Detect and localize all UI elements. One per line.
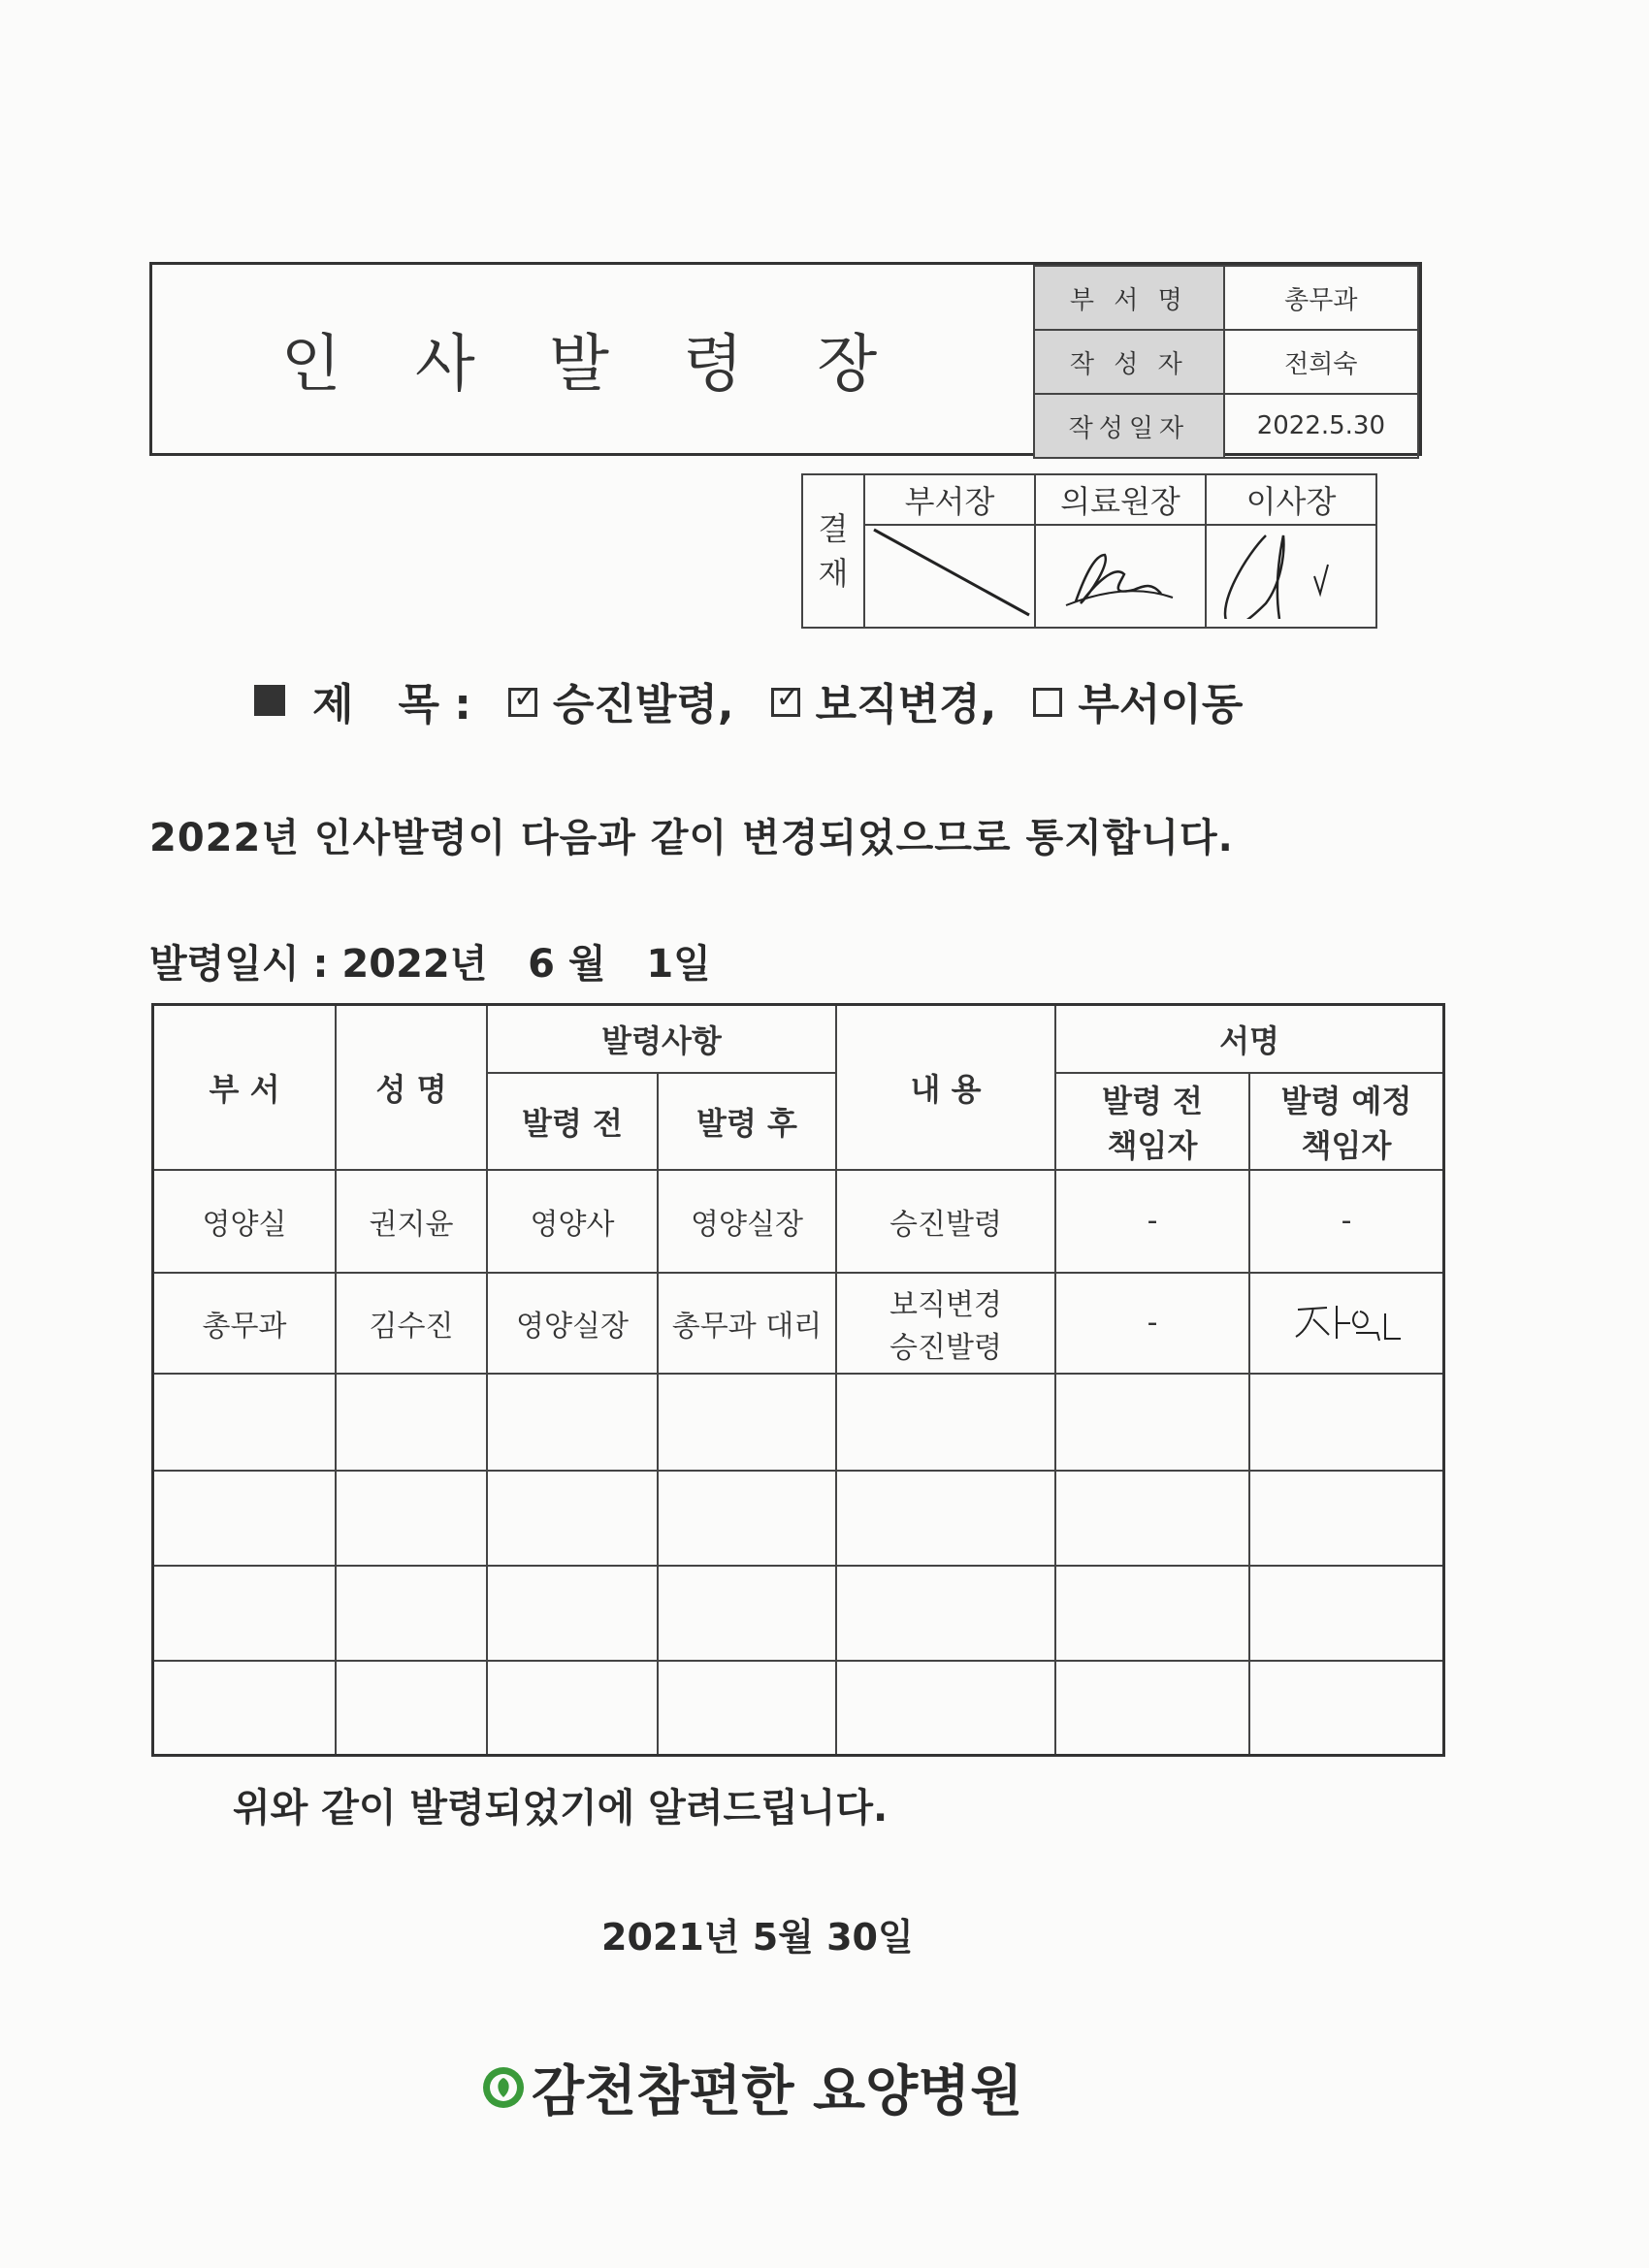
header-sign-after-line: 발령 예정	[1280, 1082, 1412, 1119]
table-row	[153, 1273, 1444, 1374]
header-order-group: 발령사항	[487, 1005, 836, 1073]
subject-option: 승진발령,	[552, 680, 734, 729]
approval-column-header: 이사장	[1206, 474, 1376, 525]
hospital-seal-icon	[481, 2065, 526, 2110]
square-bullet-icon	[254, 685, 285, 716]
approval-signature-cell	[1206, 525, 1376, 628]
approval-side-char: 재	[818, 555, 849, 592]
checkbox-empty-icon	[1033, 688, 1062, 717]
meta-value: 총무과	[1224, 266, 1418, 330]
organization-name: 감천참편한 요양병원	[532, 2060, 1023, 2123]
table-row-empty	[153, 1566, 1444, 1661]
cell-content-line: 보직변경	[889, 1287, 1002, 1322]
strike-line	[866, 526, 1033, 619]
table-row	[153, 1170, 1444, 1273]
document-title: 인 사 발 령 장	[280, 329, 905, 401]
cell-dept: 영양실	[153, 1170, 337, 1273]
meta-table	[1033, 265, 1419, 459]
header-sign-after	[1249, 1073, 1444, 1170]
subject-line	[254, 669, 1243, 731]
cell-sign-after: -	[1249, 1170, 1444, 1273]
issued-date: 2021년 5월 30일	[601, 1916, 914, 1959]
approval-box	[801, 473, 1377, 629]
header-after: 발령 후	[658, 1073, 836, 1170]
header-sign-before-line: 책임자	[1107, 1126, 1198, 1164]
approval-signature-cell	[1035, 525, 1206, 628]
cell-sign-before: -	[1055, 1170, 1249, 1273]
cell-before: 영양실장	[487, 1273, 658, 1374]
table-row-empty	[153, 1661, 1444, 1756]
closing-text: 위와 같이 발령되었기에 알려드립니다.	[233, 1786, 889, 1831]
signature-mark	[1208, 526, 1374, 619]
table-row-empty	[153, 1374, 1444, 1471]
approval-column-header: 부서장	[864, 474, 1035, 525]
subject-label: 제 목 :	[312, 680, 471, 729]
header-name: 성 명	[336, 1005, 487, 1170]
checkbox-checked-icon	[508, 688, 537, 717]
cell-content	[836, 1170, 1055, 1273]
cell-sign-before: -	[1055, 1273, 1249, 1374]
signature-mark	[1037, 526, 1204, 619]
signature-mark	[1278, 1290, 1414, 1348]
header-sign-before-line: 발령 전	[1102, 1082, 1203, 1119]
personnel-table	[151, 1003, 1445, 1757]
header-sign-before	[1055, 1073, 1249, 1170]
cell-after: 영양실장	[658, 1170, 836, 1273]
header-before: 발령 전	[487, 1073, 658, 1170]
header-sign-after-line: 책임자	[1301, 1126, 1392, 1164]
checkbox-checked-icon	[771, 688, 800, 717]
cell-sign-after	[1249, 1273, 1444, 1374]
cell-content-line: 승진발령	[889, 1207, 1002, 1242]
meta-label: 작성일자	[1034, 394, 1224, 458]
approval-signature-cell	[864, 525, 1035, 628]
meta-value: 전희숙	[1224, 330, 1418, 394]
effective-date: 발령일시 : 2022년 6 월 1일	[149, 942, 711, 987]
document-header	[149, 262, 1422, 456]
cell-dept: 총무과	[153, 1273, 337, 1374]
cell-name: 김수진	[336, 1273, 487, 1374]
organization-footer	[481, 2049, 1022, 2126]
approval-column-header: 의료원장	[1035, 474, 1206, 525]
approval-side-char: 결	[818, 510, 849, 547]
notice-text: 2022년 인사발령이 다음과 같이 변경되었으므로 통지합니다.	[149, 816, 1234, 860]
meta-value: 2022.5.30	[1224, 394, 1418, 458]
meta-label: 부 서 명	[1034, 266, 1224, 330]
cell-after: 총무과 대리	[658, 1273, 836, 1374]
header-sign-group: 서명	[1055, 1005, 1444, 1073]
subject-option: 보직변경,	[815, 680, 997, 729]
header-content: 내 용	[836, 1005, 1055, 1170]
cell-name: 권지윤	[336, 1170, 487, 1273]
approval-side-label	[802, 474, 864, 628]
subject-option: 부서이동	[1078, 680, 1244, 729]
cell-before: 영양사	[487, 1170, 658, 1273]
cell-content-line: 승진발령	[889, 1330, 1002, 1365]
table-row-empty	[153, 1471, 1444, 1566]
cell-content	[836, 1273, 1055, 1374]
header-dept: 부 서	[153, 1005, 337, 1170]
meta-label: 작 성 자	[1034, 330, 1224, 394]
